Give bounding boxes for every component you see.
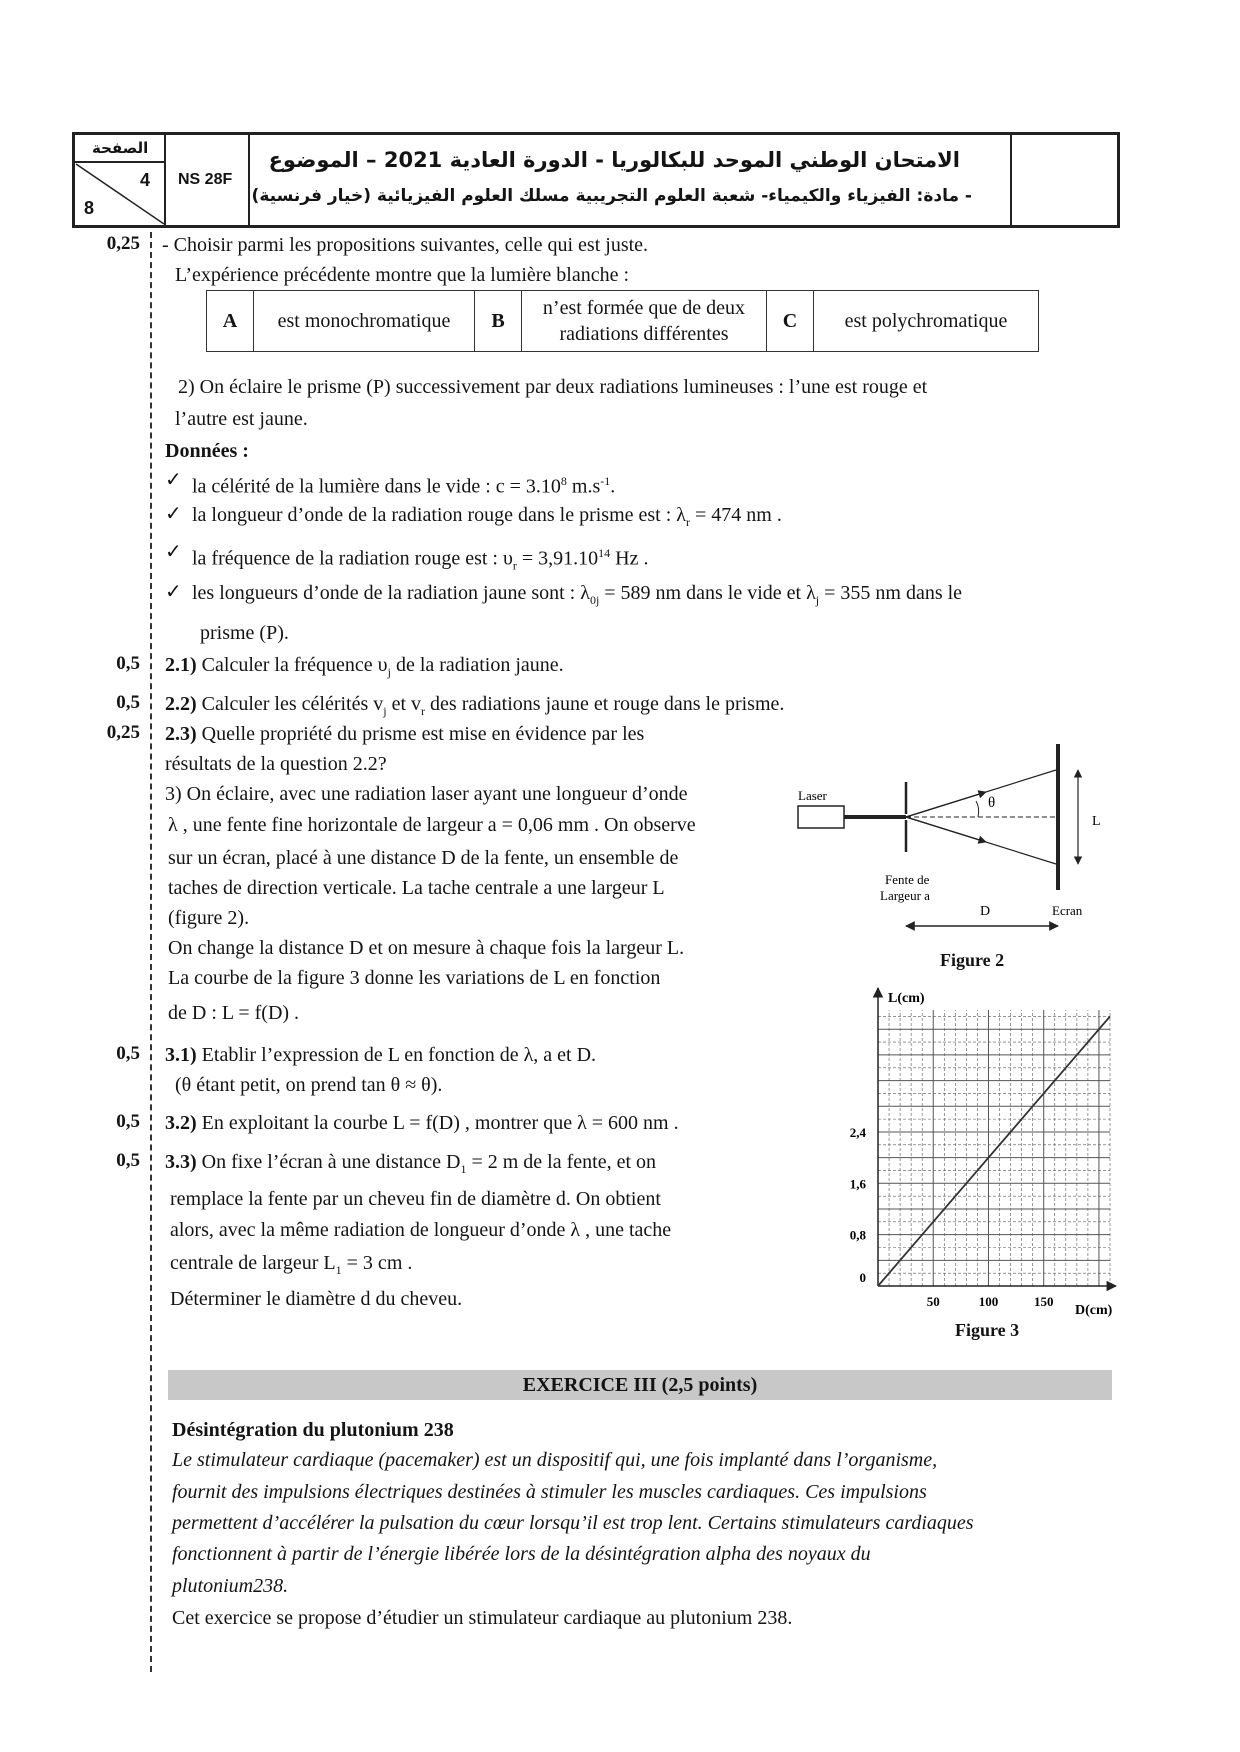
exercise-3-para-line5: plutonium238. (172, 1575, 289, 1597)
question-2-1: 2.1) Calculer la fréquence $\upsilon_j$ de la radiation jaune. (165, 654, 564, 679)
D-label: D (980, 904, 991, 919)
question-3-3-line5: Déterminer le diamètre d du cheveu. (170, 1288, 463, 1310)
x-axis-label: D(cm) (1075, 1303, 1113, 1318)
option-a-text: est monochromatique (254, 291, 475, 352)
score-q23: 0,25 (106, 722, 140, 743)
exercise-3-para-line1: Le stimulateur cardiaque (pacemaker) est un dispositif qui, une fois implanté dans l’organisme, (172, 1449, 938, 1471)
exam-code-cell (164, 134, 250, 226)
exercise-3-title: EXERCICE III (2,5 points) (168, 1370, 1112, 1400)
question-intro: L’expérience précédente montre que la lumière blanche : (175, 264, 630, 286)
data-red-frequency: la fréquence de la radiation rouge est : $\upsilon_r = 3,91.10^{14}$ Hz . (192, 546, 649, 573)
option-b-text (522, 291, 767, 352)
score-q31: 0,5 (116, 1043, 140, 1064)
score-q22: 0,5 (116, 692, 140, 713)
question-2-3-line2: résultats de la question 2.2? (165, 753, 387, 775)
part3-line8: de D : L = f(D) . (168, 1002, 300, 1024)
laser-label: Laser (798, 788, 827, 803)
part3-line5: (figure 2). (168, 907, 250, 929)
y-tick-label: 0,8 (849, 1227, 866, 1243)
question-2-2: 2.2) Calculer les célérités $v_j$ et $v_r$ des radiations jaune et rouge dans le prisme. (165, 693, 785, 718)
page-number: 4 (140, 170, 151, 190)
option-c-letter: C (767, 291, 814, 352)
exam-title-line2: - مادة: الفيزياء والكيمياء- شعبة العلوم التجريبية مسلك العلوم الفيزيائية (خيار فرنسية) (251, 186, 972, 206)
margin-separator (150, 232, 152, 1672)
slit-label-2: Largeur a (880, 888, 930, 903)
answer-options-table (206, 290, 1039, 352)
x-tick-label: 50 (926, 1294, 940, 1309)
score-q1: 0,25 (106, 233, 140, 254)
part2-intro-line1: 2) On éclaire le prisme (P) successivement par deux radiations lumineuses : l’une est rouge et (178, 376, 928, 398)
L-label: L (1092, 814, 1101, 829)
y-tick-label: 2,4 (849, 1124, 866, 1140)
laser-source (798, 806, 844, 828)
part3-line7: La courbe de la figure 3 donne les variations de L en fonction (168, 967, 661, 989)
exercise-3-para-line3: permettent d’accélérer la pulsation du cœur lorsqu’il est trop lent. Certains stimulateurs cardiaques (172, 1512, 974, 1534)
page-header (72, 132, 1120, 228)
total-pages: 8 (84, 198, 95, 218)
question-choose: - Choisir parmi les propositions suivantes, celle qui est juste. (162, 234, 649, 256)
part3-line4: taches de direction verticale. La tache centrale a une largeur L (168, 877, 665, 899)
exam-title-cell (248, 134, 1012, 226)
y-tick-label: 0 (859, 1270, 866, 1285)
score-q21: 0,5 (116, 653, 140, 674)
exercise-3-para-line2: fournit des impulsions électriques destinées à stimuler les muscles cardiaques. Ces impulsions (172, 1481, 927, 1503)
question-3-2: 3.2) En exploitant la courbe L = f(D) , montrer que λ = 600 nm . (165, 1112, 679, 1134)
part3-line6: On change la distance D et on mesure à chaque fois la largeur L. (168, 937, 685, 959)
upper-ray-arrow (906, 792, 986, 817)
part3-line1: 3) On éclaire, avec une radiation laser ayant une longueur d’onde (165, 783, 688, 805)
y-axis-label: L(cm) (888, 991, 925, 1006)
data-yellow-wavelengths-line2: prisme (P). (200, 622, 289, 644)
series-line (878, 1016, 1110, 1286)
part2-intro-line2: l’autre est jaune. (175, 408, 308, 430)
y-tick-label: 1,6 (849, 1176, 866, 1192)
question-3-1-note: (θ étant petit, on prend tan θ ≈ θ). (175, 1074, 443, 1096)
option-b-line2: radiations différentes (559, 323, 729, 345)
x-tick-label: 100 (978, 1294, 999, 1309)
theta-arc (976, 801, 979, 817)
x-tick-label: 150 (1033, 1294, 1054, 1309)
check-icon: ✓ (165, 581, 182, 603)
option-a-letter: A (207, 291, 254, 352)
page-number-cell (74, 134, 166, 226)
data-title: Données : (165, 440, 249, 462)
question-2-3-line1: 2.3) Quelle propriété du prisme est mise en évidence par les (165, 723, 645, 745)
slit-label-1: Fente de (885, 872, 930, 887)
check-icon: ✓ (165, 503, 182, 525)
exercise-3-subtitle: Désintégration du plutonium 238 (172, 1419, 454, 1441)
page-label: الصفحة (92, 139, 149, 157)
figure-2-diagram (790, 730, 1120, 970)
question-3-3-line3: alors, avec la même radiation de longueur d’onde λ , une tache (170, 1219, 672, 1241)
figure-3-caption: Figure 3 (955, 1320, 1020, 1340)
exam-code: NS 28F (178, 171, 233, 188)
theta-label: θ (988, 795, 996, 811)
check-icon: ✓ (165, 469, 182, 491)
data-red-wavelength: la longueur d’onde de la radiation rouge dans le prisme est : $\lambda_r = 474$ nm . (192, 504, 782, 529)
check-icon: ✓ (165, 541, 182, 563)
exam-title-line1: الامتحان الوطني الموحد للبكالوريا - الدورة العادية 2021 – الموضوع (268, 148, 960, 172)
screen-label: Ecran (1052, 903, 1083, 918)
option-b-line1: n’est formée que de deux (542, 297, 746, 319)
figure-3-chart (820, 980, 1120, 1318)
part3-line2: λ , une fente fine horizontale de largeur a = 0,06 mm . On observe (168, 814, 696, 836)
option-b-letter: B (475, 291, 522, 352)
part3-line3: sur un écran, placé à une distance D de la fente, un ensemble de (168, 847, 679, 869)
question-3-3-line4: centrale de largeur $L_1 = 3$ cm . (170, 1252, 413, 1277)
lower-ray-arrow (906, 817, 986, 842)
data-light-speed: la célérité de la lumière dans le vide : $c = 3.10^8$ $m.s^{-1}$. (192, 474, 616, 498)
figure-2-caption: Figure 2 (940, 950, 1005, 970)
exercise-3-para-line4: fonctionnent à partir de l’énergie libérée lors de la désintégration alpha des noyaux du (172, 1543, 871, 1565)
exercise-3-last-line: Cet exercice se propose d’étudier un stimulateur cardiaque au plutonium 238. (172, 1607, 793, 1629)
option-c-text: est polychromatique (814, 291, 1039, 352)
data-yellow-wavelengths: les longueurs d’onde de la radiation jaune sont : $\lambda_{0j} = 589$ nm dans le vide et $\lambda_j = 355$ nm dans le (192, 582, 963, 607)
question-3-1: 3.1) Etablir l’expression de L en fonction de λ, a et D. (165, 1044, 597, 1066)
question-3-3-line2: remplace la fente par un cheveu fin de diamètre d. On obtient (170, 1188, 661, 1210)
question-3-3-line1: 3.3) On fixe l’écran à une distance $D_1 = 2$ m de la fente, et on (165, 1151, 657, 1176)
score-q32: 0,5 (116, 1111, 140, 1132)
score-q33: 0,5 (116, 1150, 140, 1171)
